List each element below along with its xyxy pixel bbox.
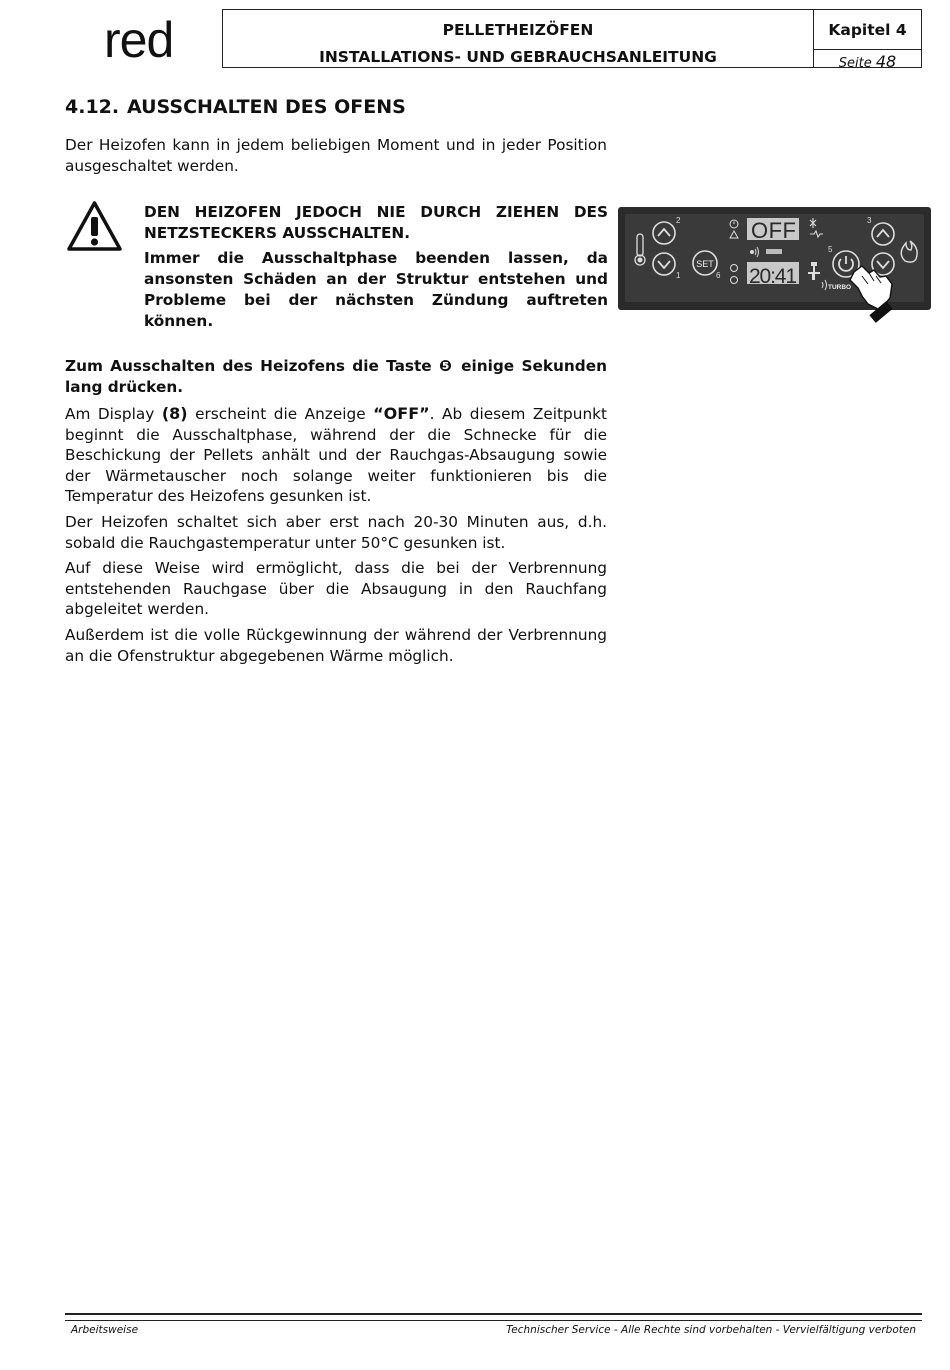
instruction xyxy=(65,356,607,397)
intro-paragraph: Der Heizofen kann in jedem beliebigen Moment und in jeder Position ausgeschaltet werden. xyxy=(65,136,607,175)
footer-left: Arbeitsweise xyxy=(71,1324,139,1336)
header-subtitle: INSTALLATIONS- UND GEBRAUCHSANLEITUNG xyxy=(319,48,717,66)
display-top-text: OFF xyxy=(751,218,796,243)
paragraph-timing: Der Heizofen schaltet sich aber erst nach 20-30 Minuten aus, d.h. sobald die Rauchgastemperatur unter 50°C gesunken ist. xyxy=(65,513,607,552)
chapter-label: Kapitel 4 xyxy=(828,21,907,39)
page-number: 48 xyxy=(875,52,897,71)
section-heading xyxy=(65,96,406,118)
warning-text xyxy=(144,202,608,332)
control-panel-illustration xyxy=(618,206,932,326)
label-5: 5 xyxy=(828,245,833,254)
paragraph-heat-recovery: Außerdem ist die volle Rückgewinnung der während der Verbrennung an die Ofenstruktur abgegebenen Wärme möglich. xyxy=(65,626,607,665)
status-bar xyxy=(766,249,782,254)
p1-e: . Ab diesem Zeitpunkt beginnt die Ausschaltphase, während der die Schnecke für die Beschickung der Pellets anhält und der Rauchgas-Absaugung sowie der Wärmetauscher noch solange weiter funktionieren bis die Temperatur des Heizofens gesunken ist. xyxy=(65,405,607,506)
warning-line-2: Immer die Ausschaltphase beenden lassen, da ansonsten Schäden an der Struktur entstehen und Probleme bei der nächsten Zündung auftreten können. xyxy=(144,249,608,330)
header-title-box xyxy=(222,9,814,68)
warning-triangle-icon xyxy=(66,200,123,252)
display-bottom-text: 20:41 xyxy=(749,265,797,288)
p1-c: erscheint die Anzeige xyxy=(195,405,366,423)
header-title: PELLETHEIZÖFEN xyxy=(442,21,594,39)
label-2: 2 xyxy=(676,216,681,225)
footer-divider xyxy=(65,1313,922,1321)
p1-d: “OFF” xyxy=(373,404,430,423)
button-5-symbol: ❺ xyxy=(438,357,454,375)
warning-line-1: DEN HEIZOFEN JEDOCH NIE DURCH ZIEHEN DES NETZSTECKERS AUSSCHALTEN. xyxy=(144,203,608,242)
footer-right: Technischer Service - Alle Rechte sind vorbehalten - Vervielfältigung verboten xyxy=(506,1324,916,1336)
paragraph-exhaust: Auf diese Weise wird ermöglicht, dass die bei der Verbrennung entstehenden Rauchgase über die Absaugung in den Rauchfang abgeleitet werden. xyxy=(65,559,607,619)
instruction-pre: Zum Ausschalten des Heizofens die Taste xyxy=(65,357,432,375)
p1-b: (8) xyxy=(161,404,188,423)
section-number: 4.12. xyxy=(65,96,120,118)
label-6: 6 xyxy=(716,271,721,280)
label-3: 3 xyxy=(867,216,872,225)
page-indicator xyxy=(814,49,921,71)
turbo-label: TURBO xyxy=(828,284,852,291)
page-label: Seite xyxy=(838,56,872,71)
label-1: 1 xyxy=(676,271,681,280)
p1-a: Am Display xyxy=(65,405,155,423)
chapter-box xyxy=(813,9,922,71)
paragraph-display xyxy=(65,404,607,507)
instruction-post: einige Sekunden lang drücken. xyxy=(65,357,608,396)
section-title: AUSSCHALTEN DES OFENS xyxy=(127,96,406,118)
set-label: SET xyxy=(696,259,714,269)
brand-logo: red xyxy=(104,12,174,68)
